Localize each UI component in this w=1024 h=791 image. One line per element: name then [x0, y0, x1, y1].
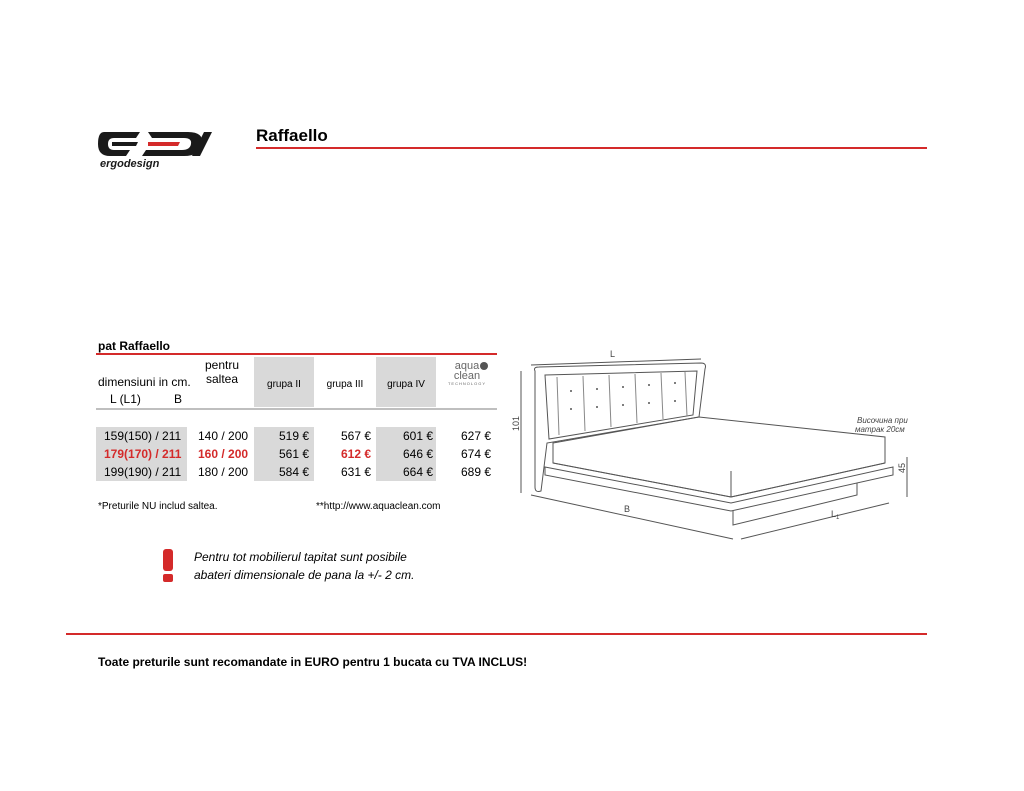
table-row [96, 427, 497, 445]
header-mattress [191, 358, 253, 386]
header-group-3 [314, 357, 376, 407]
price-disclaimer: Toate preturile sunt recomandate in EURO pentru 1 bucata cu TVA INCLUS! [98, 655, 528, 669]
table-header [96, 355, 497, 409]
header-divider [256, 147, 927, 149]
cell-mattress: 180 / 200 [198, 465, 249, 479]
header-dimensions: dimensiuni in cm. [98, 375, 191, 389]
dim-label-l: L [610, 349, 616, 359]
dim-label-45: 45 [897, 462, 907, 473]
mattress-height-note-line2: матрак 20см [855, 425, 905, 434]
cell-aquaclean: 627 € [460, 429, 491, 443]
cell-aquaclean: 674 € [460, 447, 491, 461]
footnote-mattress: *Preturile NU includ saltea. [98, 501, 218, 512]
header-l-l1: L (L1) [110, 392, 141, 406]
table-title: pat Raffaello [98, 339, 171, 353]
cell-group-4: 646 € [402, 447, 433, 461]
header-group-3-label: grupa III [326, 379, 364, 390]
aquaclean-logo [436, 357, 497, 407]
cell-mattress: 140 / 200 [198, 429, 249, 443]
header-mattress-line2: saltea [205, 372, 239, 386]
cell-group-3: 612 € [340, 447, 371, 461]
cell-dimensions: 159(150) / 211 [104, 429, 182, 443]
table-header-divider [96, 408, 497, 410]
header-group-2-label: grupa II [267, 379, 301, 390]
aqua-logo-line1: aqua [454, 360, 480, 372]
footer-divider [66, 633, 927, 635]
page-title: Raffaello [256, 126, 328, 145]
header-group-2 [254, 357, 314, 407]
cell-group-3: 567 € [340, 429, 371, 443]
header-group-4 [376, 357, 436, 407]
mattress-height-note-line1: Височина при [857, 416, 908, 425]
aqua-logo-line2: clean [453, 370, 481, 382]
dim-label-b: B [624, 504, 631, 514]
tolerance-note-line1: Pentru tot mobilierul tapitat sunt posibile [194, 550, 407, 564]
logo-text: ergodesign [100, 158, 160, 170]
cell-dimensions: 199(190) / 211 [104, 465, 182, 479]
aqua-logo-line3: TECHNOLOGY [447, 381, 486, 386]
cell-group-4: 664 € [402, 465, 433, 479]
cell-group-2: 561 € [278, 447, 309, 461]
aqua-drop-icon [480, 362, 488, 370]
cell-aquaclean: 689 € [460, 465, 491, 479]
ergodesign-logo [96, 128, 216, 170]
dim-label-101: 101 [511, 415, 521, 431]
header-mattress-line1: pentru [204, 358, 240, 372]
tolerance-note [194, 548, 414, 584]
footnote-aquaclean: **http://www.aquaclean.com [316, 501, 441, 512]
table-row-highlighted [96, 445, 497, 463]
dim-label-l1: $L_1$ [831, 509, 840, 521]
exclamation-icon [158, 547, 178, 583]
header-b: B [174, 392, 183, 406]
table-row [96, 463, 497, 481]
cell-group-2: 519 € [278, 429, 309, 443]
cell-mattress: 160 / 200 [198, 447, 249, 461]
cell-dimensions: 179(170) / 211 [104, 447, 182, 461]
header-group-4-label: grupa IV [387, 379, 425, 390]
cell-group-2: 584 € [278, 465, 309, 479]
cell-group-3: 631 € [340, 465, 371, 479]
tolerance-note-line2: abateri dimensionale de pana la +/- 2 cm. [194, 568, 415, 582]
bed-drawing [505, 345, 925, 545]
cell-group-4: 601 € [402, 429, 433, 443]
